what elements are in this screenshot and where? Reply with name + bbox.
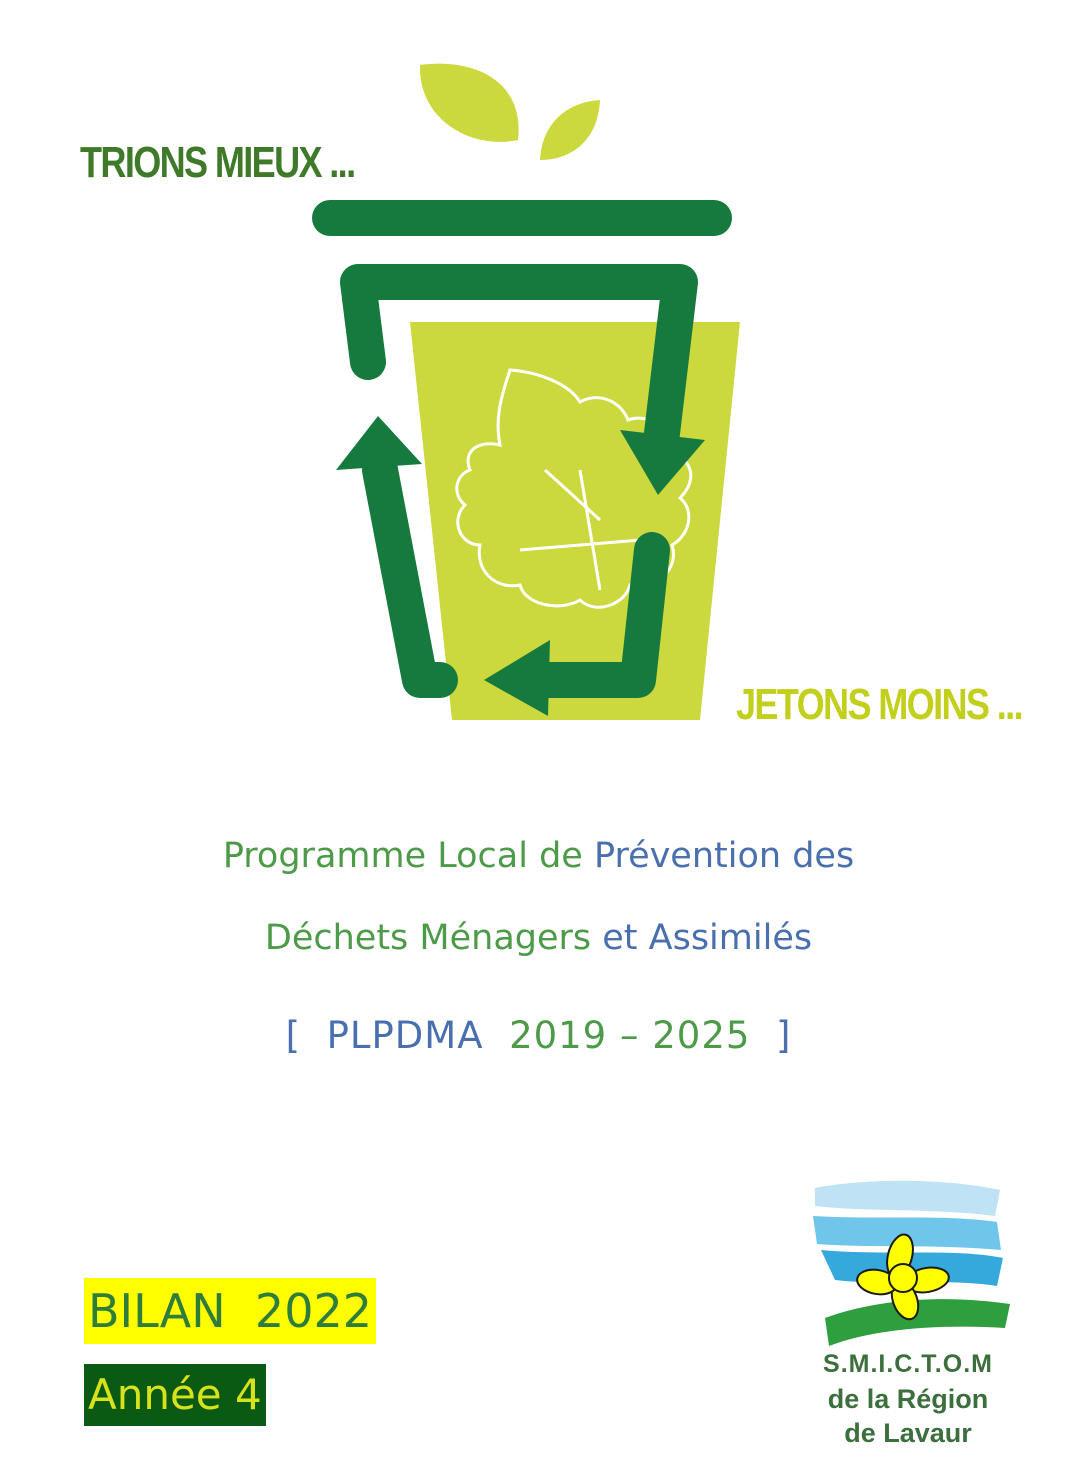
- title-line-1: [0, 836, 1077, 876]
- plpdma-close: ]: [750, 1014, 792, 1057]
- smictom-lavaur: de Lavaur: [844, 1418, 972, 1448]
- title-line-1-part-a: Programme Local de: [222, 836, 594, 876]
- smictom-logo-icon: [805, 1178, 1015, 1348]
- annee-label: Année 4: [84, 1364, 266, 1426]
- title-line-1-part-b: Prévention des: [593, 836, 855, 876]
- slogan-jetons-moins: JETONS MOINS ...: [736, 680, 1022, 729]
- plpdma-acronym: [0, 1014, 1077, 1057]
- title-line-2: [0, 918, 1077, 958]
- title-line-2-part-b: et Assimilés: [602, 918, 813, 958]
- recycling-bin-icon: [300, 55, 760, 735]
- plpdma-years: 2019 – 2025: [509, 1014, 751, 1057]
- plpdma-open: [ PLPDMA: [285, 1014, 510, 1057]
- smictom-name: S.M.I.C.T.O.M: [823, 1350, 993, 1378]
- slogan-trions-mieux: TRIONS MIEUX ...: [80, 138, 355, 187]
- smictom-region: de la Région: [827, 1384, 989, 1414]
- bilan-label: BILAN 2022: [84, 1278, 376, 1344]
- title-line-2-part-a: Déchets Ménagers: [264, 918, 603, 958]
